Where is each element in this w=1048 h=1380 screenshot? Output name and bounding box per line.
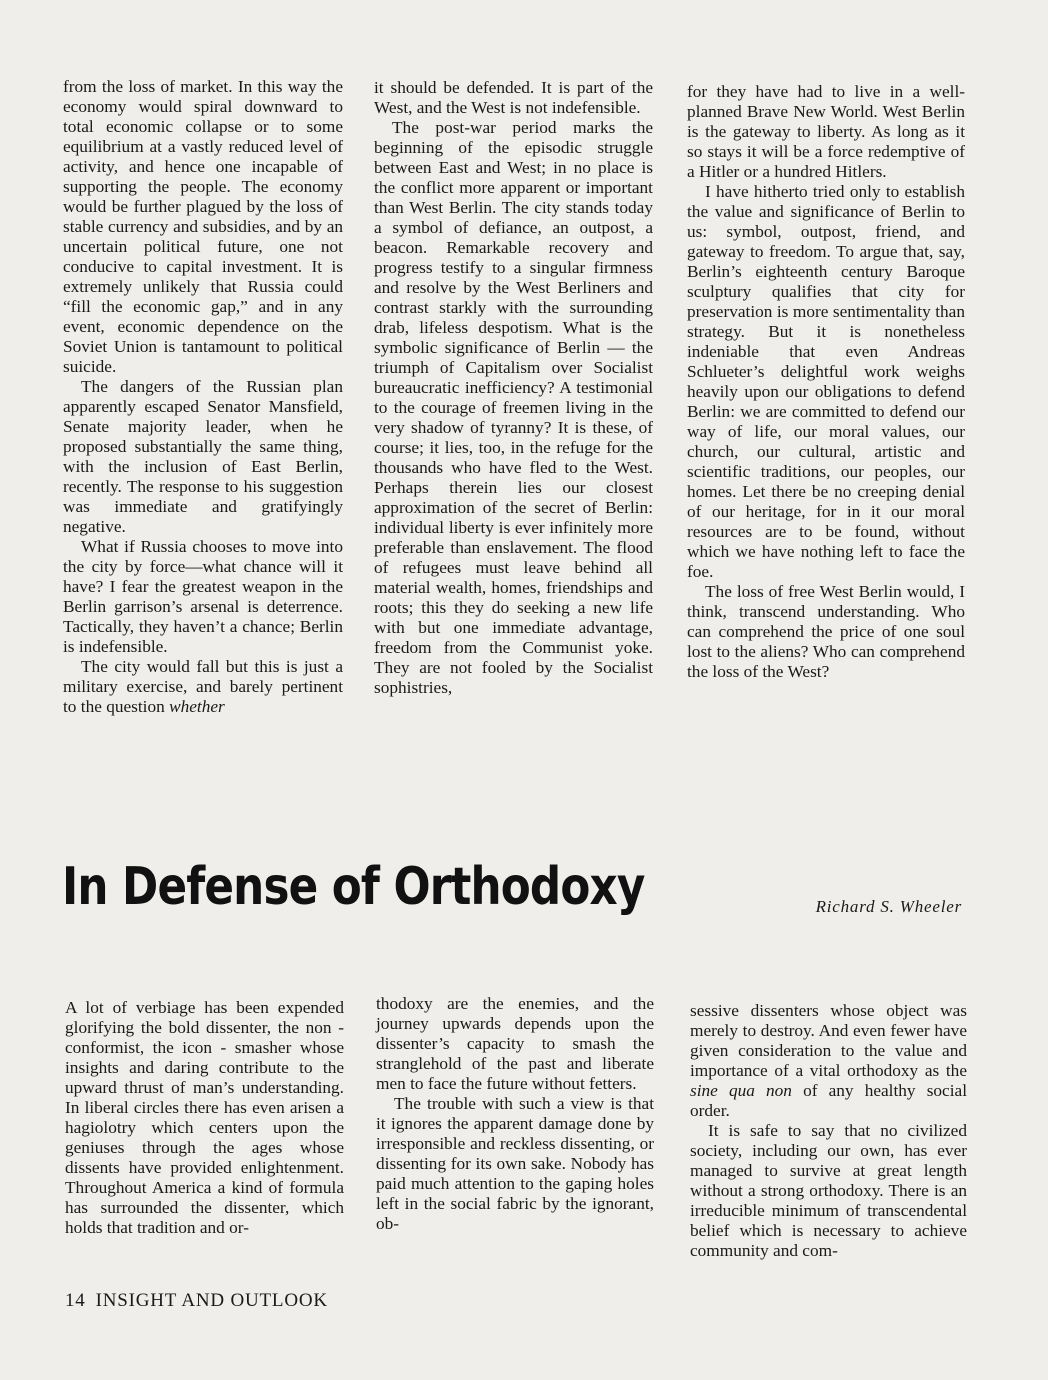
paragraph: A lot of verbiage has been expended glorifying the bold dissenter, the non - conformist, the icon - smasher whose insights and daring contribute to the upward thrust of man’s understanding. In liberal circles there has even arisen a hagiolotry which centers upon the geniuses through the ages whose dissents have provided enlightenment. Throughout America a kind of formula has surrounded the dissenter, which holds that tradition and or-	[65, 998, 344, 1237]
magazine-title: INSIGHT AND OUTLOOK	[95, 1290, 328, 1311]
page-number: 14	[65, 1290, 86, 1311]
bottom-article-column-2	[376, 994, 654, 1234]
paragraph: thodoxy are the enemies, and the journey upwards depends upon the dissenter’s capacity to smash the stranglehold of the past and liberate men to face the future without fetters.	[376, 994, 654, 1093]
top-article-column-1	[63, 77, 343, 717]
paragraph: What if Russia chooses to move into the city by force—what chance will it have? I fear the greatest weapon in the Berlin garrison’s arsenal is deterrence. Tactically, they haven’t a chance; Berlin is indefensible.	[63, 537, 343, 656]
author-byline: Richard S. Wheeler	[815, 897, 962, 916]
paragraph-text: The city would fall but this is just a military exercise, and barely pertinent to the question	[63, 657, 343, 716]
paragraph-text: of any healthy social order.	[690, 1081, 968, 1120]
page-footer	[65, 1290, 328, 1312]
paragraph	[690, 1001, 967, 1121]
paragraph: it should be defended. It is part of the West, and the West is not indefensible.	[374, 78, 653, 117]
italic-phrase: sine qua non	[690, 1081, 792, 1100]
paragraph: for they have had to live in a well-planned Brave New World. West Berlin is the gateway to liberty. As long as it so stays it will be a force redemptive of a Hitler or a hundred Hitlers.	[687, 82, 965, 181]
paragraph: I have hitherto tried only to establish the value and significance of Berlin to us: symbol, outpost, friend, and gateway to freedom. To argue that, say, Berlin’s eighteenth century Baroque sculptury qualifies that city for preservation is more sentimentality than strategy. But it is nonetheless indeniable that even Andreas Schlueter’s delightful work weighs heavily upon our obligations to defend Berlin: we are committed to defend our way of life, our moral values, our church, our cultural, artistic and scientific traditions, our peoples, our homes. Let there be no creeping denial of our heritage, for in it our moral resources are to be found, without which we have nothing left to face the foe.	[687, 182, 965, 581]
paragraph: The trouble with such a view is that it ignores the apparent damage done by irresponsible and reckless dissenting, or dissenting for its own sake. Nobody has paid much attention to the gaping holes left in the social fabric by the ignorant, ob-	[376, 1094, 654, 1233]
paragraph: from the loss of market. In this way the economy would spiral downward to total economic collapse or to some equilibrium at a vastly reduced level of activity, and hence one incapable of supporting the people. The economy would be further plagued by the loss of stable currency and subsidies, and by an uncertain political future, one not conducive to capital investment. It is extremely unlikely that Russia could “fill the economic gap,” and in any event, economic dependence on the Soviet Union is tantamount to political suicide.	[63, 77, 343, 376]
top-article-column-3	[687, 82, 965, 682]
paragraph: It is safe to say that no civilized society, including our own, has ever managed to survive at great length without a strong orthodoxy. There is an irreducible minimum of transcendental belief which is necessary to achieve community and com-	[690, 1121, 967, 1260]
paragraph: The dangers of the Russian plan apparently escaped Senator Mansfield, Senate majority leader, when he proposed substantially the same thing, with the inclusion of East Berlin, recently. The response to his suggestion was immediate and gratifyingly negative.	[63, 377, 343, 536]
top-article-column-2	[374, 78, 653, 698]
article-headline: In Defense of Orthodoxy	[62, 857, 645, 917]
paragraph	[63, 657, 343, 717]
bottom-article-column-1	[65, 998, 344, 1238]
paragraph: The loss of free West Berlin would, I think, transcend understanding. Who can comprehend the price of one soul lost to the aliens? Who can comprehend the loss of the West?	[687, 582, 965, 681]
paragraph-text: sessive dissenters whose object was merely to destroy. And even fewer have given consideration to the value and importance of a vital orthodoxy as the	[690, 1001, 967, 1080]
bottom-article-column-3	[690, 1001, 967, 1261]
paragraph: The post-war period marks the beginning of the episodic struggle between East and West; in no place is the conflict more apparent or important than West Berlin. The city stands today a symbol of defiance, an outpost, a beacon. Remarkable recovery and progress testify to a singular firmness and resolve by the West Berliners and contrast starkly with the surrounding drab, lifeless despotism. What is the symbolic significance of Berlin — the triumph of Capitalism over Socialist bureaucratic inefficiency? A testimonial to the courage of freemen living in the very shadow of tyranny? It is these, of course; it lies, too, in the refuge for the thousands who have fled to the West. Perhaps therein lies our closest approximation of the secret of Berlin: individual liberty is ever infinitely more preferable than enslavement. The flood of refugees must leave behind all material wealth, homes, friendships and roots; this they do seeking a new life with but one immediate advantage, freedom from the Communist yoke. They are not fooled by the Socialist sophistries,	[374, 118, 653, 697]
italic-word: whether	[169, 697, 225, 716]
